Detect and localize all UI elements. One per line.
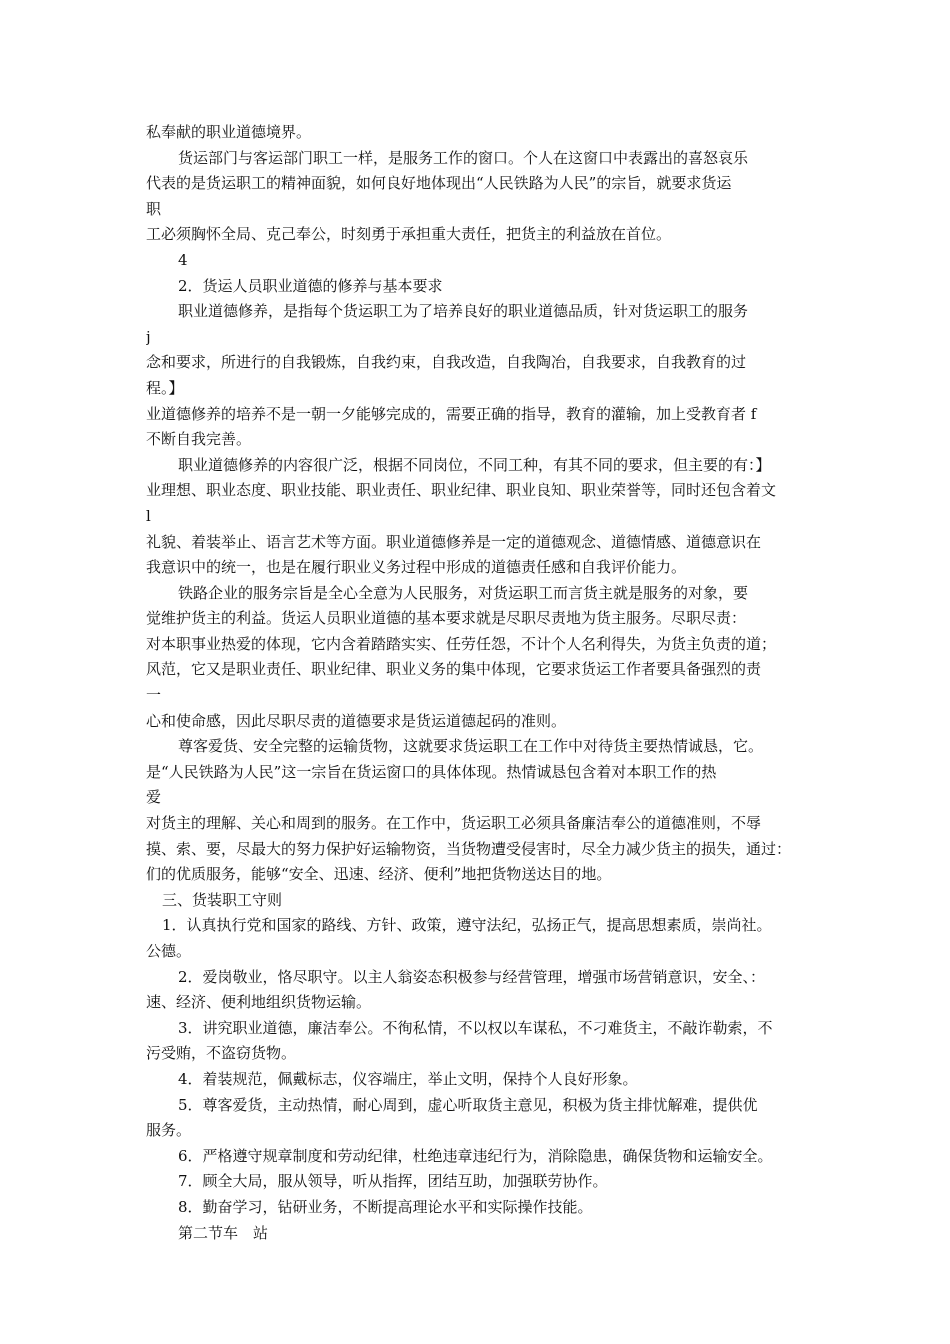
text-line: 7．顾全大局，服从领导，听从指挥，团结互助，加强联劳协作。 [178, 1172, 608, 1191]
text-line: 工必须胸怀全局、克己奉公，时刻勇于承担重大责任，把货主的利益放在首位。 [146, 225, 672, 244]
text-line: 速、经济、便利地组织货物运输。 [146, 993, 372, 1012]
text-line: 公德。 [146, 942, 192, 960]
text-line: 对本职事业热爱的体现，它内含着踏踏实实、任劳任怨，不计个人名利得失，为货主负责的道； [146, 634, 777, 653]
text-line: 职业道德修养，是指每个货运职工为了培养良好的职业道德品质，针对货运职工的服务 [178, 302, 749, 321]
text-line: 我意识中的统一，也是在履行职业义务过程中形成的道德责任感和自我评价能力。 [146, 558, 687, 577]
text-line: 不断自我完善。 [146, 430, 252, 449]
text-line: 心和使命感，因此尽职尽责的道德要求是货运道德起码的准则。 [146, 711, 567, 730]
text-line: 觉维护货主的利益。货运人员职业道德的基本要求就是尽职尽责地为货主服务。尽职尽责： [146, 609, 747, 628]
text-line: 念和要求，所进行的自我锻炼，自我约束，自我改造，自我陶冶，自我要求，自我教育的过 [146, 353, 747, 372]
text-line: 业理想、职业态度、职业技能、职业责任、职业纪律、职业良知、职业荣誉等，同时还包含着文 [146, 481, 777, 500]
text-line: 2．爱岗敬业，恪尽职守。以主人翁姿态积极参与经营管理，增强市场营销意识，安全、： [178, 967, 766, 986]
text-line: 3．讲究职业道德，廉洁奉公。不徇私情，不以权以车谋私，不刁难货主，不敲诈勒索，不 [178, 1018, 773, 1037]
text-line: 货运部门与客运部门职工一样，是服务工作的窗口。个人在这窗口中表露出的喜怒哀乐 [178, 148, 749, 167]
text-line: 职 [146, 199, 162, 218]
text-line: 是“人民铁路为人民”这一宗旨在货运窗口的具体体现。热情诚恳包含着对本职工作的热 [146, 762, 717, 781]
text-line: j [146, 327, 151, 346]
text-line: 代表的是货运职工的精神面貌，如何良好地体现出“人民铁路为人民”的宗旨，就要求货运 [146, 174, 732, 193]
document-page [146, 120, 826, 1246]
text-line: 污受贿，不盗窃货物。 [146, 1044, 297, 1063]
text-line: 们的优质服务，能够“安全、迅速、经济、便利”地把货物送达目的地。 [146, 865, 612, 884]
text-line: 职业道德修养的内容很广泛，根据不同岗位，不同工种，有其不同的要求，但主要的有：】 [178, 455, 771, 474]
text-line: 程。】 [146, 378, 184, 397]
text-line: 爱 [146, 788, 162, 807]
text-line: 2．货运人员职业道德的修养与基本要求 [178, 276, 443, 295]
text-line: 对货主的理解、关心和周到的服务。在工作中，货运职工必须具备廉洁奉公的道德准则，不辱 [146, 814, 762, 833]
text-line: l [146, 506, 151, 525]
text-line: 尊客爱货、安全完整的运输货物，这就要求货运职工在工作中对待货主要热情诚恳，它。 [178, 737, 764, 756]
text-line: 风范，它又是职业责任、职业纪律、职业义务的集中体现，它要求货运工作者要具备强烈的责 [146, 660, 762, 679]
text-line: 4．着装规范，佩戴标志，仪容端庄，举止文明，保持个人良好形象。 [178, 1069, 638, 1088]
text-line: 4 [178, 250, 188, 269]
text-line: 6．严格遵守规章制度和劳动纪律，杜绝违章违纪行为，消除隐患，确保货物和运输安全。 [178, 1146, 773, 1165]
text-line: 业道德修养的培养不是一朝一夕能够完成的，需要正确的指导，教育的灌输，加上受教育者 f [146, 404, 757, 423]
text-line: 1．认真执行党和国家的路线、方针、政策，遵守法纪，弘扬正气，提高思想素质，崇尚社。 [162, 916, 772, 935]
text-line: 一 [146, 686, 162, 705]
text-line: 铁路企业的服务宗旨是全心全意为人民服务，对货运职工而言货主就是服务的对象，要 [178, 583, 749, 602]
text-line: 三、货装职工守则 [162, 890, 283, 909]
text-line: 5．尊客爱货，主动热情，耐心周到，虚心听取货主意见，积极为货主排忧解难，提供优 [178, 1095, 758, 1114]
text-line: 第二节车 站 [178, 1223, 269, 1242]
text-line: 8．勤奋学习，钻研业务，不断提高理论水平和实际操作技能。 [178, 1197, 593, 1216]
text-line: 礼貌、着装举止、语言艺术等方面。职业道德修养是一定的道德观念、道德情感、道德意识在 [146, 532, 762, 551]
text-line: 服务。 [146, 1121, 192, 1140]
text-line: 摸、索、要，尽最大的努力保护好运输物资，当货物遭受侵害时，尽全力减少货主的损失，通过： [146, 839, 792, 858]
text-line: 私奉献的职业道德境界。 [146, 123, 312, 141]
